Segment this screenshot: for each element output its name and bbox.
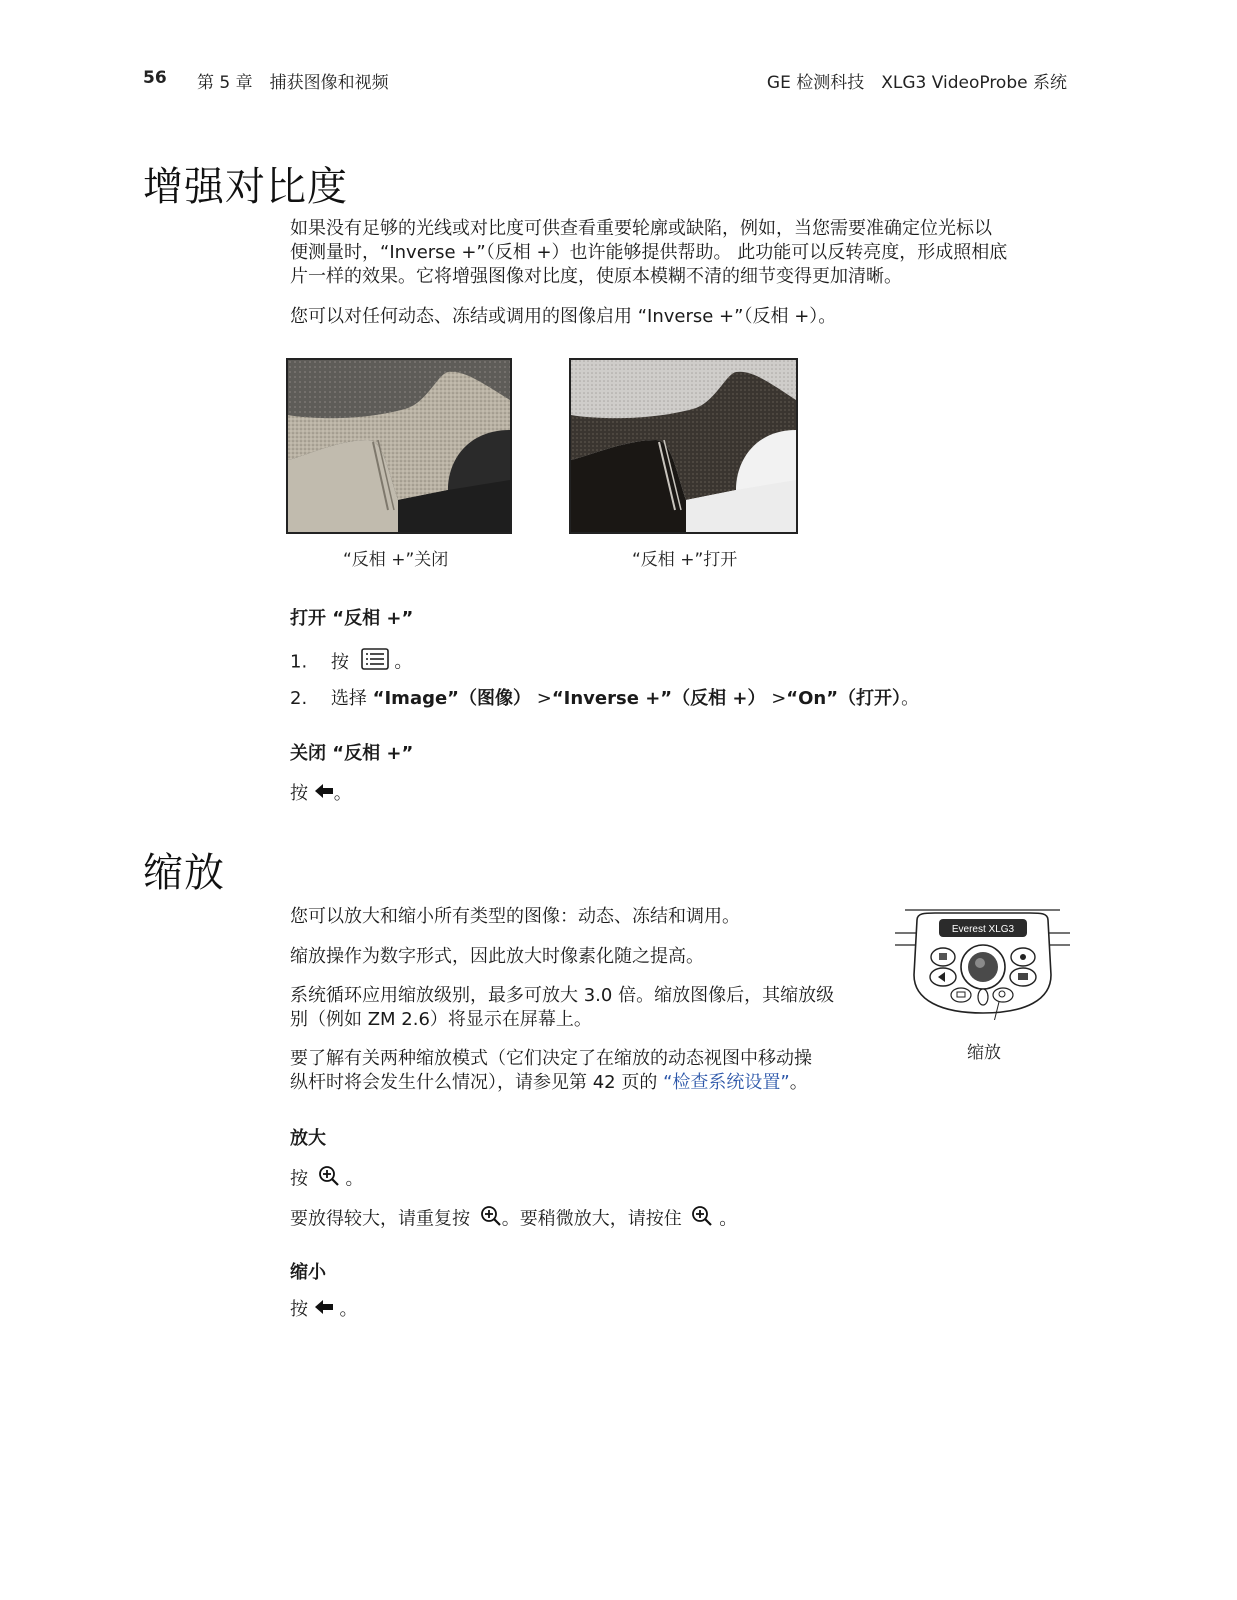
inverse-on-image — [569, 358, 798, 534]
zoom-para4-line2 — [290, 1071, 808, 1095]
zoom-in-icon — [691, 1205, 713, 1234]
back-arrow-icon — [314, 782, 334, 806]
step-2-select-label: 选择 — [330, 688, 367, 709]
step-1-press-label: 按 — [330, 651, 349, 673]
turn-off-instruction — [290, 782, 352, 806]
menu-button-icon — [361, 648, 389, 677]
device-control-panel — [895, 905, 1070, 1020]
zoom-para4-line1: 要了解有关两种缩放模式（它们决定了在缩放的动态视图中移动操 — [290, 1048, 812, 1069]
device-brand-label: Everest XLG3 — [951, 924, 1015, 935]
zoom-in-icon — [480, 1205, 502, 1234]
product-title: GE 检测科技 XLG3 VideoProbe 系统 — [766, 73, 1067, 93]
zoom-in-icon — [318, 1165, 340, 1194]
zoom-more-instruction — [290, 1205, 737, 1234]
contrast-para1-line3: 片一样的效果。它将增强图像对比度，使原本模糊不清的细节变得更加清晰。 — [290, 266, 902, 287]
step-2-image-menu: “Image”（图像） — [372, 688, 532, 709]
step-2-on-option: “On”（打开） — [786, 688, 902, 709]
step-1 — [290, 648, 412, 677]
section-title-contrast: 增强对比度 — [143, 164, 348, 210]
step-2-end: 。 — [901, 688, 920, 709]
zoom-out-end: 。 — [339, 1299, 358, 1320]
zoom-para2: 缩放操作为数字形式，因此放大时像素化随之提高。 — [290, 946, 704, 967]
zoom-more-text-2: 。要稍微放大，请按住 — [501, 1208, 682, 1230]
chapter-title: 第 5 章 捕获图像和视频 — [197, 73, 389, 93]
contrast-para1-line2: 便测量时，“Inverse +”（反相 +）也许能够提供帮助。 此功能可以反转亮度，形成照相底 — [290, 242, 1008, 263]
turn-off-end: 。 — [333, 783, 352, 804]
step-1-number: 1. — [290, 651, 308, 673]
zoom-para3-line2: 别（例如 ZM 2.6）将显示在屏幕上。 — [290, 1009, 592, 1030]
turn-off-press-label: 按 — [290, 783, 308, 804]
turn-on-heading: 打开 “反相 +” — [290, 608, 414, 629]
back-arrow-icon — [314, 1298, 334, 1322]
contrast-para2: 您可以对任何动态、冻结或调用的图像启用 “Inverse +”（反相 +）。 — [290, 306, 837, 327]
page-number: 56 — [143, 68, 167, 88]
zoom-out-instruction — [290, 1298, 357, 1322]
step-2 — [290, 687, 919, 711]
zoom-out-heading: 缩小 — [290, 1262, 326, 1283]
zoom-para3-line1: 系统循环应用缩放级别，最多可放大 3.0 倍。缩放图像后，其缩放级 — [290, 985, 835, 1006]
zoom-out-press-label: 按 — [290, 1299, 308, 1320]
caption-inverse-off: “反相 +”关闭 — [343, 550, 449, 570]
zoom-in-end: 。 — [345, 1168, 364, 1190]
zoom-para1: 您可以放大和缩小所有类型的图像：动态、冻结和调用。 — [290, 906, 740, 927]
step-2-inverse-option: “Inverse +”（反相 +） — [551, 688, 766, 709]
zoom-in-instruction — [290, 1165, 363, 1194]
contrast-para1-line1: 如果没有足够的光线或对比度可供查看重要轮廓或缺陷，例如，当您需要准确定位光标以 — [290, 218, 992, 239]
section-title-zoom: 缩放 — [143, 850, 225, 896]
zoom-para4-end: 。 — [789, 1072, 808, 1093]
step-1-end: 。 — [394, 651, 413, 673]
inverse-off-image — [286, 358, 512, 534]
step-2-separator-1: > — [536, 688, 552, 709]
turn-off-heading: 关闭 “反相 +” — [290, 743, 414, 764]
zoom-more-end: 。 — [719, 1208, 738, 1230]
caption-inverse-on: “反相 +”打开 — [632, 550, 738, 570]
step-2-separator-2: > — [771, 688, 787, 709]
zoom-in-press-label: 按 — [290, 1168, 308, 1190]
zoom-more-text-1: 要放得较大，请重复按 — [290, 1208, 470, 1230]
zoom-para4-line2-text: 纵杆时将会发生什么情况），请参见第 42 页的 — [290, 1072, 658, 1093]
step-2-number: 2. — [290, 688, 308, 709]
zoom-in-heading: 放大 — [290, 1128, 326, 1149]
check-system-settings-link[interactable]: “检查系统设置” — [663, 1072, 790, 1093]
zoom-button-callout: 缩放 — [967, 1043, 1001, 1063]
